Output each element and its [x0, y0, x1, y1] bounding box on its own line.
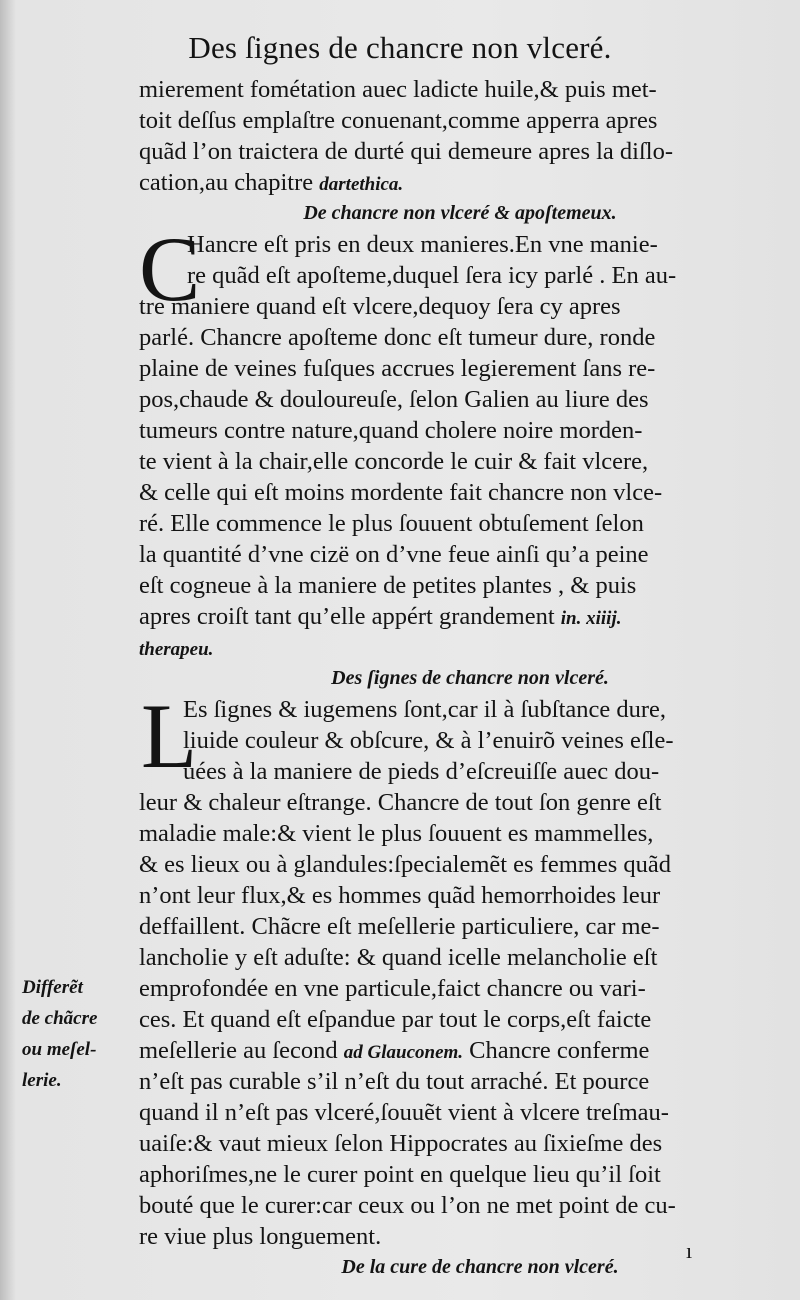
text-line: & celle qui eſt moins mordente fait chancre non vlce-	[139, 479, 663, 506]
text-line: Hancre eſt pris en deux manieres.En vne manie-	[187, 231, 658, 258]
text-line: plaine de veines fuſques accrues legierement ſans re-	[139, 355, 656, 382]
text-line: re quãd eſt apoſteme,duquel ſera icy parlé . En au-	[187, 262, 677, 289]
text-line: la quantité d’vne cizë on d’vne feue ainſi qu’a peine	[139, 541, 649, 568]
text-line: uaiſe:& vaut mieux ſelon Hippocrates au ſixieſme des	[139, 1130, 663, 1157]
text-run: meſellerie au ſecond	[139, 1037, 344, 1064]
text-line: n’ont leur flux,& es hommes quãd hemorrhoides leur	[139, 882, 661, 909]
section-heading: De la cure de chancre non vlceré.	[341, 1256, 619, 1278]
drop-cap: L	[141, 685, 198, 787]
text-line	[139, 601, 781, 632]
text-line: leur & chaleur eſtrange. Chancre de tout ſon genre eſt	[139, 789, 662, 816]
text-line: Es ſignes & iugemens ſont,car il à ſubſtance dure,	[183, 696, 667, 723]
text-run: Chancre conferme	[463, 1037, 650, 1064]
margin-note-line: Differẽt	[22, 977, 83, 998]
text-run: cation,au chapitre	[139, 169, 320, 196]
paragraph	[139, 685, 781, 1252]
paragraph	[139, 218, 781, 663]
text-line: re viue plus longuement.	[139, 1223, 382, 1250]
text-line: deffaillent. Chãcre eſt meſellerie particuliere, car me-	[139, 913, 660, 940]
italic-reference: ad Glauconem.	[343, 1042, 464, 1063]
text-line: pos,chaude & douloureuſe, ſelon Galien au liure des	[139, 386, 649, 413]
margin-note-line: de chãcre	[22, 1008, 98, 1029]
text-line: mierement fométation auec ladicte huile,& puis met-	[139, 76, 657, 103]
signature-mark: ı	[686, 1238, 693, 1263]
section-heading: De chancre non vlceré & apoſtemeux.	[303, 202, 617, 224]
body-text	[139, 74, 781, 1283]
text-line: eſt cogneue à la maniere de petites plantes , & puis	[139, 572, 637, 599]
text-line: toit deſſus emplaſtre conuenant,comme apperra apres	[139, 107, 658, 134]
text-line: liuide couleur & obſcure, & à l’enuirõ veines eſle-	[183, 727, 674, 754]
italic-reference: dartethica.	[319, 174, 404, 195]
text-line: aphoriſmes,ne le curer point en quelque lieu qu’il ſoit	[139, 1161, 661, 1188]
text-line: quãd l’on traictera de durté qui demeure apres la diſlo-	[139, 138, 674, 165]
text-line: maladie male:& vient le plus ſouuent es mammelles,	[139, 820, 654, 847]
section-heading: Des ſignes de chancre non vlceré.	[331, 667, 609, 689]
text-run: apres croiſt tant qu’elle appért grandement	[139, 603, 561, 630]
italic-reference: in. xiiij.	[560, 608, 622, 629]
text-line	[139, 167, 781, 198]
text-line: te vient à la chair,elle concorde le cuir & fait vlcere,	[139, 448, 649, 475]
text-line: ces. Et quand eſt eſpandue par tout le corps,eſt faicte	[139, 1006, 652, 1033]
text-line: tumeurs contre nature,quand cholere noire morden-	[139, 417, 643, 444]
drop-cap: C	[139, 218, 201, 320]
running-header: Des ſignes de chancre non vlceré.	[188, 30, 612, 65]
text-line: n’eſt pas curable s’il n’eſt du tout arraché. Et pource	[139, 1068, 650, 1095]
margin-note	[22, 972, 132, 1096]
text-line: ré. Elle commence le plus ſouuent obtuſement ſelon	[139, 510, 644, 537]
text-line	[139, 632, 781, 663]
text-line: tre maniere quand eſt vlcere,dequoy ſera cy apres	[139, 293, 621, 320]
text-line: lancholie y eſt aduſte: & quand icelle melancholie eſt	[139, 944, 658, 971]
italic-reference: therapeu.	[139, 639, 214, 660]
text-line: & es lieux ou à glandules:ſpecialemẽt es femmes quãd	[139, 851, 672, 878]
text-line: parlé. Chancre apoſteme donc eſt tumeur dure, ronde	[139, 324, 656, 351]
margin-note-line: ou meſel-	[22, 1039, 97, 1060]
text-line: bouté que le curer:car ceux ou l’on ne met point de cu-	[139, 1192, 676, 1219]
text-line: uées à la maniere de pieds d’eſcreuiſſe auec dou-	[183, 758, 660, 785]
margin-note-line: lerie.	[22, 1070, 62, 1091]
text-line: quand il n’eſt pas vlceré,ſouuẽt vient à vlcere treſmau-	[139, 1099, 669, 1126]
text-line	[139, 1035, 781, 1066]
text-line: emprofondée en vne particule,faict chancre ou vari-	[139, 975, 646, 1002]
